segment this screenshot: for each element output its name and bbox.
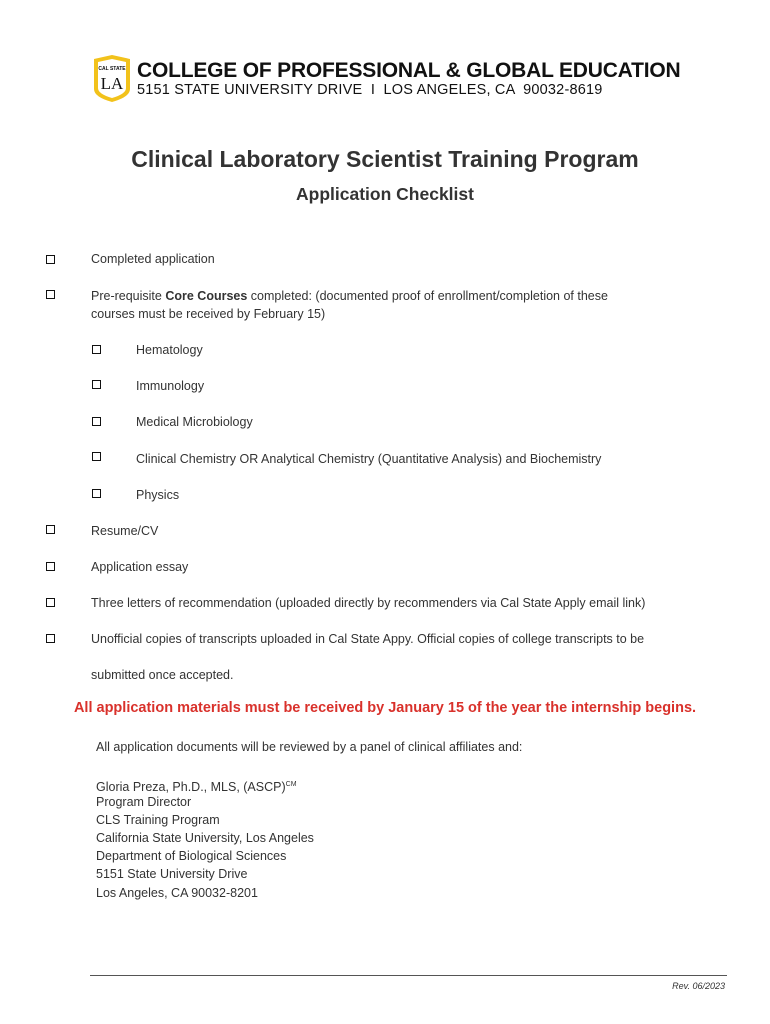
contact-line-university: California State University, Los Angeles [96,831,314,845]
checkbox-physics[interactable] [92,489,101,498]
prereq-suffix: completed: (documented proof of enrollment/completion of these [247,289,608,303]
page-title: Clinical Laboratory Scientist Training Program [131,146,639,172]
sub-item-clinical-chemistry: Clinical Chemistry OR Analytical Chemistry (Quantitative Analysis) and Biochemistry [136,452,602,466]
checkbox-medical-microbiology[interactable] [92,417,101,426]
sub-item-physics: Physics [136,488,180,502]
item-completed-application: Completed application [91,252,215,266]
page-subtitle: Application Checklist [296,184,474,204]
sub-item-hematology: Hematology [136,343,203,357]
item-letters: Three letters of recommendation (uploaded directly by recommenders via Cal State Apply email link) [91,596,646,610]
checkbox-clinical-chemistry[interactable] [92,452,101,461]
contact-line-program: CLS Training Program [96,813,220,827]
checkbox-letters[interactable] [46,598,55,607]
org-address: 5151 STATE UNIVERSITY DRIVE I LOS ANGELES, CA 90032-8619 [137,82,603,98]
item-prerequisites [91,287,608,305]
sub-item-medical-microbiology: Medical Microbiology [136,415,253,429]
deadline-notice: All application materials must be received by January 15 of the year the internship begins. [73,700,697,716]
footer-divider [90,975,727,976]
contact-name-sup: CM [285,781,297,788]
prereq-prefix: Pre-requisite [91,289,166,303]
contact-name-text: Gloria Preza, Ph.D., MLS, (ASCP) [96,780,286,795]
checkbox-completed-application[interactable] [46,255,55,264]
checkbox-essay[interactable] [46,562,55,571]
contact-line-title: Program Director [96,795,192,809]
contact-intro: All application documents will be reviewed by a panel of clinical affiliates and: [96,740,523,754]
logo-main-text: LA [100,74,124,93]
logo-top-text: CAL STATE [98,66,126,72]
item-resume: Resume/CV [91,524,159,538]
cal-state-la-logo [92,55,132,103]
contact-line-street: 5151 State University Drive [96,867,248,881]
checkbox-prerequisites[interactable] [46,290,55,299]
checkbox-resume[interactable] [46,525,55,534]
prereq-bold: Core Courses [165,289,248,303]
sub-item-immunology: Immunology [136,379,205,393]
revision-date: Rev. 06/2023 [672,981,725,991]
item-prerequisites-line2: courses must be received by February 15) [91,307,326,321]
item-transcripts-line2: submitted once accepted. [91,668,234,682]
checkbox-immunology[interactable] [92,380,101,389]
contact-line-city: Los Angeles, CA 90032-8201 [96,886,258,900]
contact-line-department: Department of Biological Sciences [96,849,287,863]
org-name: COLLEGE OF PROFESSIONAL & GLOBAL EDUCATION [137,59,681,82]
checkbox-transcripts[interactable] [46,634,55,643]
checkbox-hematology[interactable] [92,345,101,354]
item-transcripts: Unofficial copies of transcripts uploaded in Cal State Appy. Official copies of college transcripts to be [91,632,645,646]
item-essay: Application essay [91,560,189,574]
